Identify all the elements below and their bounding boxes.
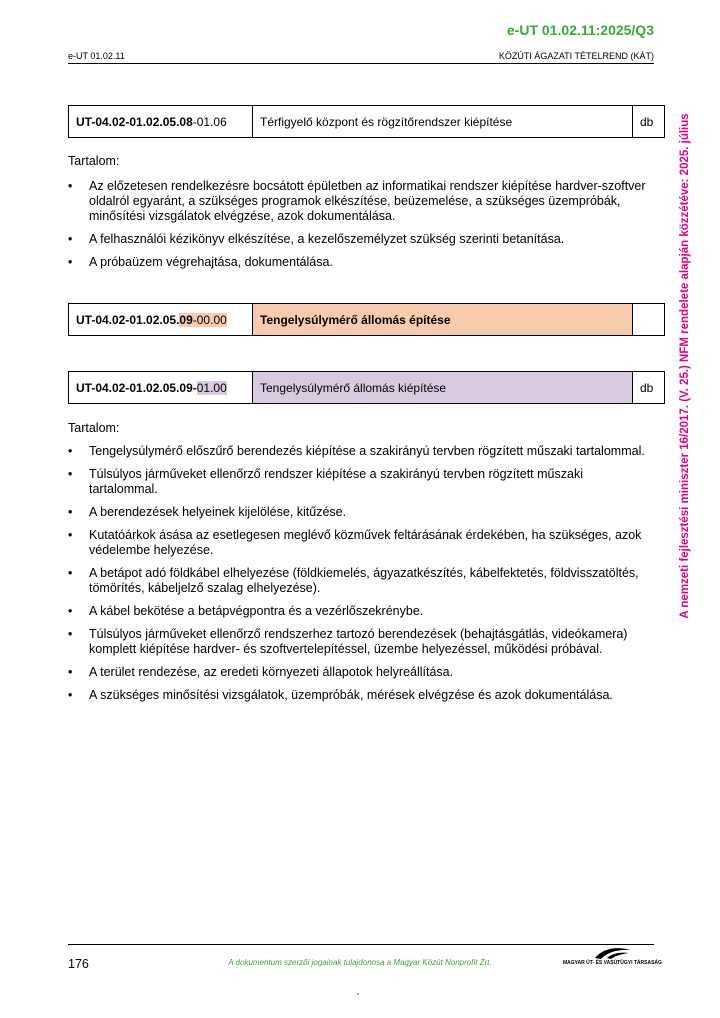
item-code-part: UT-04.02-01.02.05. [76,312,180,327]
item-code-main: UT-04.02-01.02.05.08 [76,114,193,129]
list-item: • Túlsúlyos járműveket ellenőrző rendszer kiépítése a szakirányú tervben rögzített műszaki tartalommal. [68,467,650,497]
stray-mark [357,993,359,995]
list-item: • Kutatóárkok ásása az esetlegesen meglévő közművek feltárásának érdekében, ha szükséges, azok védelembe helyezése. [68,528,650,558]
item-row [69,372,665,404]
item-code-separator: - [192,380,197,395]
item-code-highlight: 09 [179,312,193,327]
list-item: • Tengelysúlymérő előszűrő berendezés kiépítése a szakirányú tervben rögzített műszaki tartalommal. [68,444,650,459]
list-item: • A terület rendezése, az eredeti környezeti állapotok helyreállítása. [68,665,650,680]
publisher-logo-text: MAGYAR ÚT- ÉS VASÚTÜGYI TÁRSASÁG [563,960,662,966]
item-title: Térfigyelő központ és rögzítőrendszer kiépítése [253,106,633,138]
item-title: Tengelysúlymérő állomás kiépítése [253,372,633,404]
item-title: Tengelysúlymérő állomás építése [253,304,633,336]
side-publication-note-text: A nemzeti fejlesztési miniszter 16/2017. (V. 25.) NFM rendelete alapján közzétéve: 2025. július [679,113,691,619]
road-swoosh-logo-icon [593,946,633,960]
item-row [69,304,665,336]
content-label-1: Tartalom: [68,154,120,168]
item-code [69,106,253,138]
list-item: • Túlsúlyos járműveket ellenőrző rendszerhez tartozó berendezések (behajtásgátlás, videókamera) komplett kiépítése hardver- és szoftvertelepítéssel, üzembe helyezéssel, működési próbával. [68,627,650,657]
item-unit: db [633,372,665,404]
side-publication-note [675,96,695,636]
copyright-notice: A dokumentum szerzői jogainak tulajdonosa a Magyar Közút Nonprofit Zrt. [228,958,492,967]
item-table-1 [68,105,665,138]
header-left-code: e-UT 01.02.11 [68,51,125,61]
item-code-part: UT-04.02-01.02.05.09 [76,380,193,395]
item-row [69,106,665,138]
document-code: e-UT 01.02.11:2025/Q3 [506,22,654,38]
item-table-3 [68,371,665,404]
content-list-1 [68,179,650,278]
header-divider [68,63,654,64]
content-label-2: Tartalom: [68,421,120,435]
item-table-2 [68,303,665,336]
footer-divider [68,944,654,945]
list-item: • A betápot adó földkábel elhelyezése (földkiemelés, ágyazatkészítés, kábelfektetés, földvisszatöltés, tömörítés, kábeljelző szalag elhelyezése). [68,566,650,596]
list-item: • A felhasználói kézikönyv elkészítése, a kezelőszemélyzet szükség szerinti betanítása. [68,232,650,247]
list-item: • A berendezések helyeinek kijelölése, kitűzése. [68,505,650,520]
item-code-suffix: -00.00 [192,312,227,327]
page-number: 176 [68,957,89,971]
item-code-highlight: 01.00 [196,380,227,395]
content-list-2 [68,444,650,711]
publisher-logo [563,946,662,968]
item-code [69,372,253,404]
header-right-title: KÖZÚTI ÁGAZATI TÉTELREND (KÁT) [498,51,654,61]
list-item: • A szükséges minősítési vizsgálatok, üzemprόbák, mérések elvégzése és azok dokumentálása. [68,688,650,703]
item-code-suffix: -01.06 [192,114,227,129]
item-unit: db [633,106,665,138]
list-item: • Az előzetesen rendelkezésre bocsátott épületben az informatikai rendszer kiépítése hardver-szoftver oldalról egyaránt, a szükséges programok elkészítése, beüzemelése, a szükséges üzemprόbák, minősítési vizsgálatok elvégzése, azok dokumentálása. [68,179,650,224]
list-item: • A próbaüzem végrehajtása, dokumentálása. [68,255,650,270]
item-unit [633,304,665,336]
item-code [69,304,253,336]
list-item: • A kábel bekötése a betápvégpontra és a vezérlőszekrénybe. [68,604,650,619]
